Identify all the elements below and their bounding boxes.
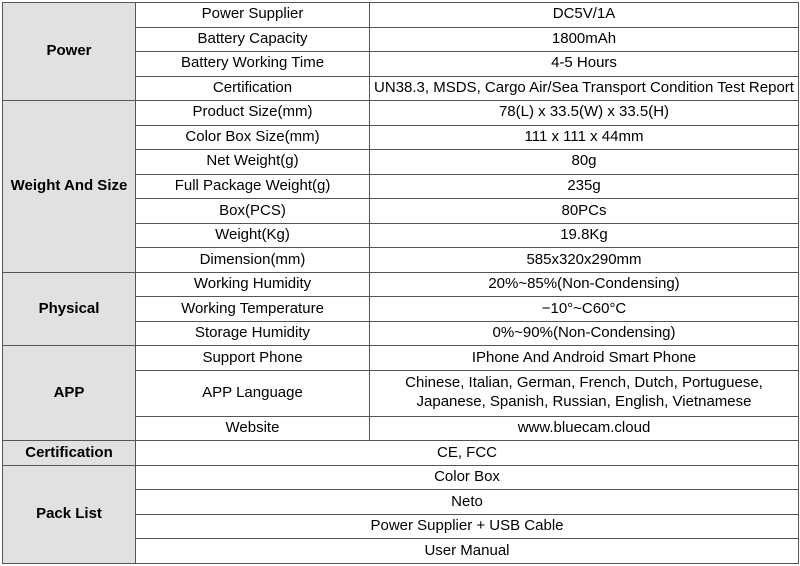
row-value: DC5V/1A [370,3,799,28]
row-label: Dimension(mm) [136,248,370,273]
row-label: Support Phone [136,346,370,371]
row-label: Box(PCS) [136,199,370,224]
row-value: 80g [370,150,799,175]
row-label: Working Humidity [136,272,370,297]
category-physical: Physical [3,272,136,346]
row-value: IPhone And Android Smart Phone [370,346,799,371]
category-power: Power [3,3,136,101]
category-pack-list: Pack List [3,465,136,563]
category-app: APP [3,346,136,441]
table-row [3,272,799,297]
row-value: 78(L) x 33.5(W) x 33.5(H) [370,101,799,126]
table-row [3,3,799,28]
row-label: Power Supplier [136,3,370,28]
row-label: Certification [136,76,370,101]
pack-item: User Manual [136,539,799,564]
spec-table [2,2,799,564]
website-value: www.bluecam.cloud [370,416,799,441]
category-weight-and-size: Weight And Size [3,101,136,273]
row-label: Full Package Weight(g) [136,174,370,199]
row-value: 0%~90%(Non-Condensing) [370,321,799,346]
row-label: Battery Capacity [136,27,370,52]
row-label: Weight(Kg) [136,223,370,248]
table-row [3,346,799,371]
table-row [3,101,799,126]
row-label: Color Box Size(mm) [136,125,370,150]
row-value: 20%~85%(Non-Condensing) [370,272,799,297]
row-value: 80PCs [370,199,799,224]
row-label: Website [136,416,370,441]
row-value [370,370,799,416]
row-label: Net Weight(g) [136,150,370,175]
row-value: 235g [370,174,799,199]
language-line-1: Chinese, Italian, German, French, Dutch, Portuguese, [405,374,763,392]
row-value: −10°~C60°C [370,297,799,322]
row-value: 1800mAh [370,27,799,52]
row-value: 111 x 111 x 44mm [370,125,799,150]
pack-item: Color Box [136,465,799,490]
row-value: 19.8Kg [370,223,799,248]
row-label: Product Size(mm) [136,101,370,126]
table-row [3,441,799,466]
row-label: Working Temperature [136,297,370,322]
row-label: Battery Working Time [136,52,370,77]
category-certification: Certification [3,441,136,466]
language-line-2: Japanese, Spanish, Russian, English, Vietnamese [416,393,752,411]
pack-item: Neto [136,490,799,515]
row-label: Storage Humidity [136,321,370,346]
row-value: CE, FCC [136,441,799,466]
table-row [3,465,799,490]
row-value: 585x320x290mm [370,248,799,273]
row-value: 4-5 Hours [370,52,799,77]
row-value: UN38.3, MSDS, Cargo Air/Sea Transport Condition Test Report [370,76,799,101]
row-label: APP Language [136,370,370,416]
pack-item: Power Supplier + USB Cable [136,514,799,539]
